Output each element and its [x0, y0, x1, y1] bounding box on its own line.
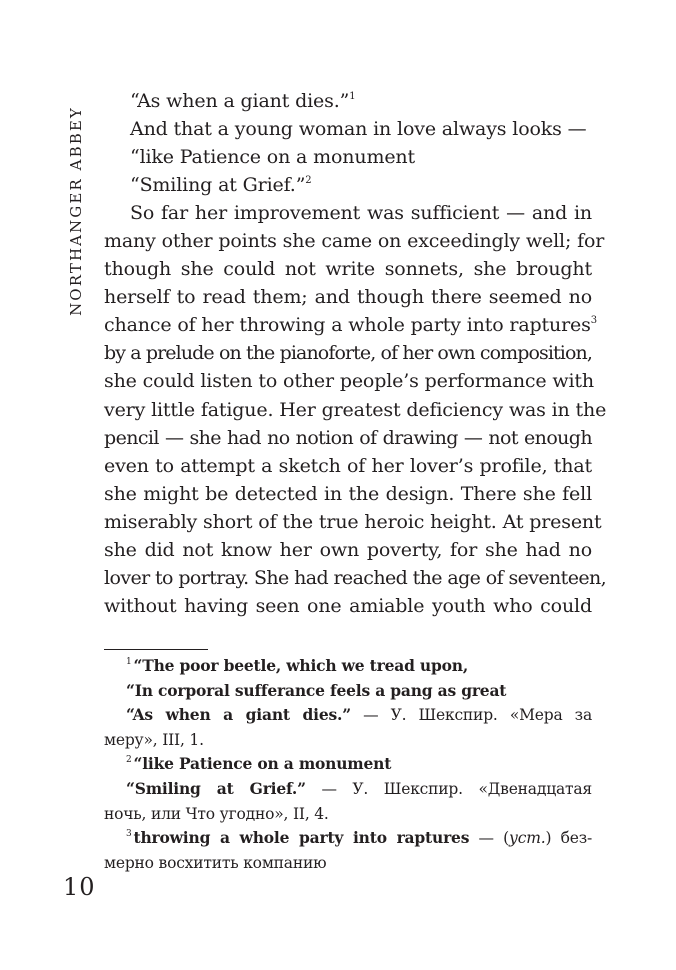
text-line: by a prelude on the pianoforte, of her own composition,: [104, 342, 592, 365]
footnote-1: $^1$ “The poor beetle, which we tread upon,: [126, 656, 469, 675]
footnote-number: 2: [126, 755, 132, 766]
text-line: many other points she came on exceedingly well; for: [104, 230, 605, 253]
text-line: miserably short of the true heroic height. At present: [104, 510, 602, 533]
text-line: So far her improvement was sufficient — and in: [130, 202, 592, 225]
text-line: she could listen to other people’s performance with: [104, 370, 594, 393]
footnote-number: 3: [126, 829, 132, 840]
text-line: “like Patience on a monument: [130, 146, 415, 169]
footnote-ref-2[interactable]: 2: [305, 175, 312, 187]
footnote-line: “Smiling at Grief.” — У. Шекспир. «Двенадцатая: [126, 778, 592, 798]
footnotes: [104, 654, 592, 875]
footnote-line: “In corporal sufferance feels a pang as great: [126, 680, 507, 700]
text-line: even to attempt a sketch of her lover’s profile, that: [104, 454, 592, 477]
page-number: 10: [63, 873, 96, 901]
text-line: “As when a giant dies.”$^1$: [130, 90, 356, 112]
footnote-separator: [104, 649, 208, 650]
text-line: herself to read them; and though there seemed no: [104, 286, 592, 309]
footnote-2: $^2$ “like Patience on a monument: [126, 754, 392, 774]
footnote-line: меру», III, 1.: [104, 730, 204, 749]
text-line: “Smiling at Grief.”$^2$: [130, 174, 312, 197]
text-line: without having seen one amiable youth who could: [104, 594, 592, 617]
footnote-number: 1: [126, 657, 132, 667]
text-line: pencil — she had no notion of drawing — not enough: [104, 426, 592, 449]
text-line: she might be detected in the design. There she fell: [104, 482, 592, 505]
running-head-text: NORTHANGER ABBEY: [67, 106, 85, 316]
footnote-line: “As when a giant dies.” — У. Шекспир. «Мера за: [126, 705, 592, 725]
running-head: [62, 88, 90, 334]
text-line: very little fatigue. Her greatest deficiency was in the: [104, 398, 607, 421]
text-line: lover to portray. She had reached the age of seventeen,: [104, 566, 607, 589]
footnote-line: мерно восхитить компанию: [104, 853, 327, 872]
text-line: chance of her throwing a whole party into raptures$^3$: [104, 314, 597, 337]
text-line: And that a young woman in love always looks —: [130, 118, 587, 141]
footnote-ref-3[interactable]: 3: [590, 315, 597, 327]
footnote-line: ночь, или Что угодно», II, 4.: [104, 804, 329, 823]
footnote-3: $^3$ throwing a whole party into raptures — (уст.) без-: [126, 828, 592, 848]
text-line: she did not know her own poverty, for she had no: [104, 538, 592, 561]
main-text: [104, 87, 607, 620]
footnote-ref-1[interactable]: 1: [349, 91, 356, 102]
text-line: though she could not write sonnets, she brought: [104, 258, 592, 281]
